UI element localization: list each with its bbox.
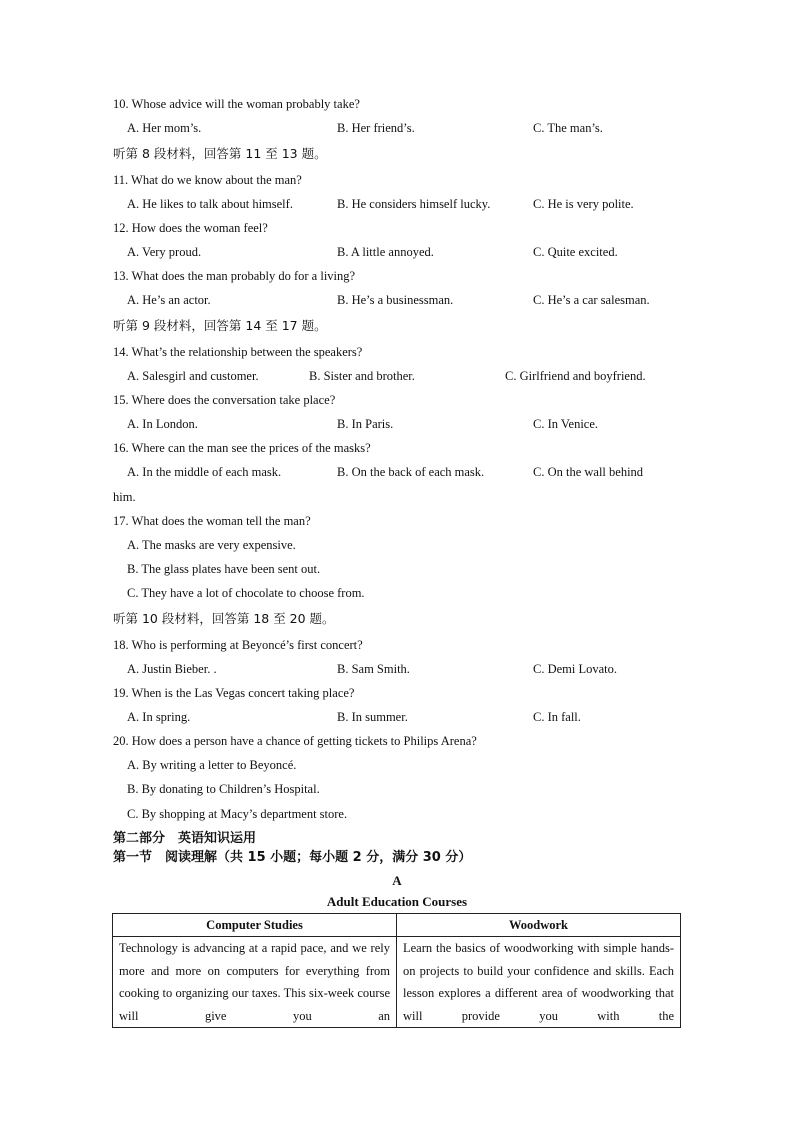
q18-option-c: C. Demi Lovato. (533, 662, 618, 676)
part-2-heading: 第二部分 英语知识运用 (113, 831, 257, 846)
q12-option-c: C. Quite excited. (533, 245, 618, 259)
q14-option-a: A. Salesgirl and customer. (127, 369, 259, 383)
q10-option-b: B. Her friend’s. (337, 121, 415, 135)
q17-option-b: B. The glass plates have been sent out. (127, 562, 321, 576)
courses-table (112, 913, 681, 1028)
woodwork-description: Learn the basics of woodworking with simple hands-on projects to build your confidence and skills. Each lesson explores a different area of woodworking that will provide you with the (397, 937, 681, 1028)
q16-option-c: C. On the wall behind (533, 465, 644, 479)
q19-option-b: B. In summer. (337, 710, 408, 724)
section-10-instruction: 听第 10 段材料，回答第 18 至 20 题。 (113, 611, 335, 626)
computer-studies-header: Computer Studies (113, 914, 397, 937)
question-16: 16. Where can the man see the prices of the masks? (113, 441, 371, 455)
q17-option-a: A. The masks are very expensive. (127, 538, 296, 552)
q10-option-a: A. Her mom’s. (127, 121, 202, 135)
section-8-instruction: 听第 8 段材料，回答第 11 至 13 题。 (113, 146, 327, 161)
question-14: 14. What’s the relationship between the speakers? (113, 345, 363, 359)
q18-option-a: A. Justin Bieber. . (127, 662, 217, 676)
q11-option-b: B. He considers himself lucky. (337, 197, 491, 211)
question-18: 18. Who is performing at Beyoncé’s first concert? (113, 638, 363, 652)
question-12: 12. How does the woman feel? (113, 221, 268, 235)
question-15: 15. Where does the conversation take place? (113, 393, 336, 407)
q15-option-a: A. In London. (127, 417, 198, 431)
q14-option-c: C. Girlfriend and boyfriend. (505, 369, 646, 383)
computer-studies-description: Technology is advancing at a rapid pace, and we rely more and more on computers for everything from cooking to organizing our taxes. This six-week course will give you an (113, 937, 397, 1028)
q12-option-b: B. A little annoyed. (337, 245, 434, 259)
question-20: 20. How does a person have a chance of getting tickets to Philips Arena? (113, 734, 477, 748)
table-row (113, 937, 681, 1028)
q10-option-c: C. The man’s. (533, 121, 603, 135)
q20-option-c: C. By shopping at Macy’s department store. (127, 807, 348, 821)
table-header-row (113, 914, 681, 937)
q19-option-c: C. In fall. (533, 710, 581, 724)
q13-option-b: B. He’s a businessman. (337, 293, 454, 307)
q13-option-c: C. He’s a car salesman. (533, 293, 650, 307)
question-17: 17. What does the woman tell the man? (113, 514, 311, 528)
q11-option-c: C. He is very polite. (533, 197, 634, 211)
q12-option-a: A. Very proud. (127, 245, 202, 259)
q14-option-b: B. Sister and brother. (309, 369, 415, 383)
question-19: 19. When is the Las Vegas concert taking place? (113, 686, 355, 700)
q17-option-c: C. They have a lot of chocolate to choose from. (127, 586, 365, 600)
question-13: 13. What does the man probably do for a living? (113, 269, 356, 283)
q20-option-b: B. By donating to Children’s Hospital. (127, 782, 320, 796)
q15-option-c: C. In Venice. (533, 417, 599, 431)
q11-option-a: A. He likes to talk about himself. (127, 197, 293, 211)
q16-option-a: A. In the middle of each mask. (127, 465, 282, 479)
question-11: 11. What do we know about the man? (113, 173, 302, 187)
q20-option-a: A. By writing a letter to Beyoncé. (127, 758, 297, 772)
section-1-heading: 第一节 阅读理解（共 15 小题；每小题 2 分，满分 30 分） (113, 850, 472, 865)
q16-option-b: B. On the back of each mask. (337, 465, 485, 479)
passage-title: Adult Education Courses (326, 894, 468, 909)
question-10: 10. Whose advice will the woman probably take? (113, 97, 360, 111)
q18-option-b: B. Sam Smith. (337, 662, 410, 676)
q19-option-a: A. In spring. (127, 710, 191, 724)
q15-option-b: B. In Paris. (337, 417, 394, 431)
woodwork-header: Woodwork (397, 914, 681, 937)
section-9-instruction: 听第 9 段材料，回答第 14 至 17 题。 (113, 318, 327, 333)
q16-option-c-continued: him. (113, 490, 136, 504)
q13-option-a: A. He’s an actor. (127, 293, 211, 307)
passage-letter: A (392, 873, 402, 888)
